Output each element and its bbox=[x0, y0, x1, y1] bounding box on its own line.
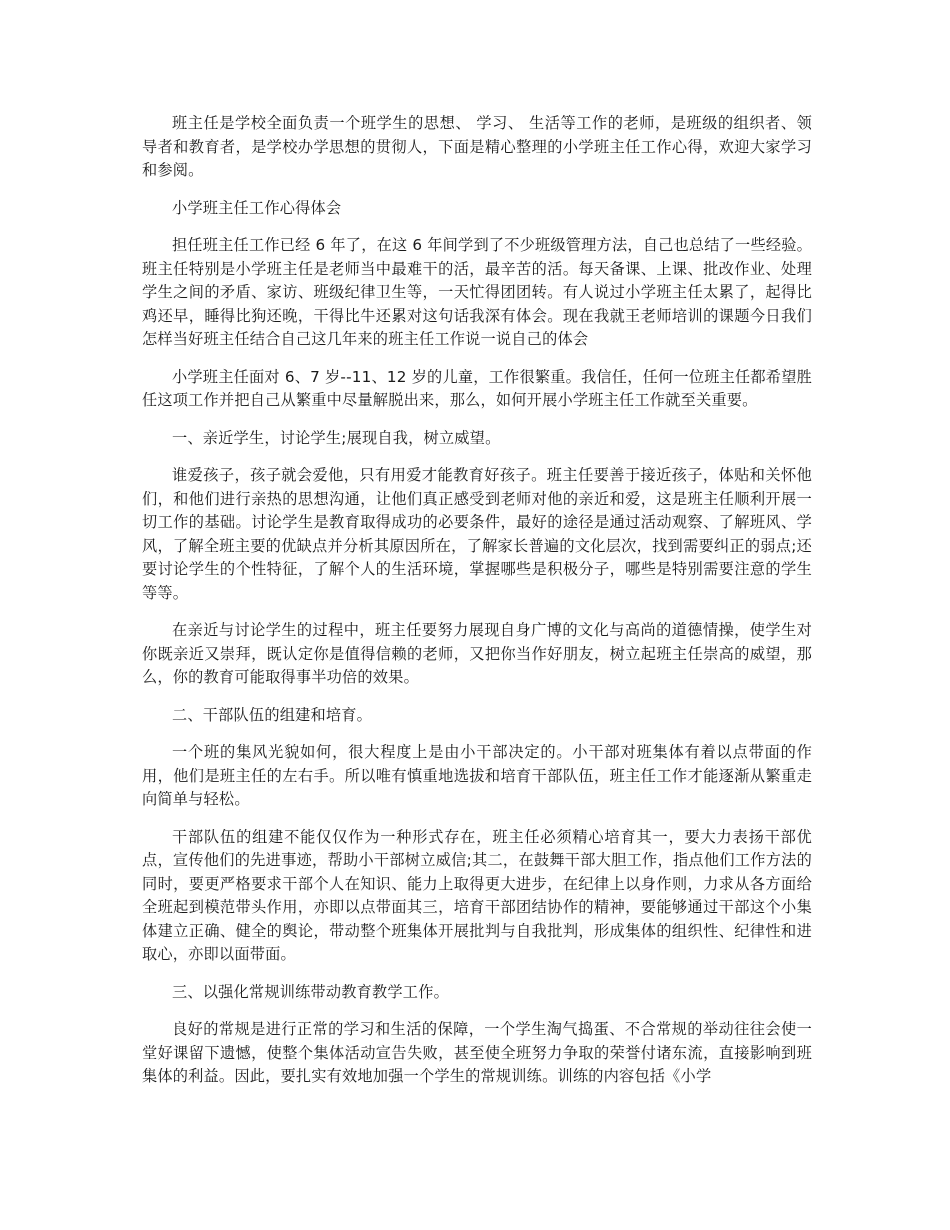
body-paragraph: 担任班主任工作已经 6 年了，在这 6 年间学到了不少班级管理方法，自己也总结了一些经验。班主任特别是小学班主任是老师当中最难干的活，最辛苦的活。每天备课、上课、批改作业、处理学生之间的矛盾、家访、班级纪律卫生等，一天忙得团团转。有人说过小学班主任太累了，起得比鸡还早，睡得比狗还晚，干得比牛还累对这句话我深有体会。现在我就王老师培训的课题今日我们怎样当好班主任结合自己这几年来的班主任工作说一说自己的体会 bbox=[142, 236, 812, 348]
body-paragraph: 良好的常规是进行正常的学习和生活的保障，一个学生淘气捣蛋、不合常规的举动往往会使一堂好课留下遗憾，使整个集体活动宣告失败，甚至使全班努力争取的荣誉付诸东流，直接影响到班集体的利益。因此，要扎实有效地加强一个学生的常规训练。训练的内容包括《小学 bbox=[142, 1020, 812, 1085]
intro-paragraph: 班主任是学校全面负责一个班学生的思想、 学习、 生活等工作的老师，是班级的组织者、领导者和教育者，是学校办学思想的贯彻人，下面是精心整理的小学班主任工作心得，欢迎大家学习和参阅。 bbox=[142, 114, 812, 179]
body-paragraph: 小学班主任面对 6、7 岁--11、12 岁的儿童，工作很繁重。我信任，任何一位班主任都希望胜任这项工作并把自己从繁重中尽量解脱出来，那么，如何开展小学班主任工作就至关重要。 bbox=[142, 367, 812, 409]
body-paragraph: 在亲近与讨论学生的过程中，班主任要努力展现自身广博的文化与高尚的道德情操，使学生对你既亲近又崇拜，既认定你是值得信赖的老师，又把你当作好朋友，树立起班主任崇高的威望，那么，你的教育可能取得事半功倍的效果。 bbox=[142, 621, 812, 686]
document-body bbox=[142, 112, 812, 1103]
section-heading: 一、亲近学生，讨论学生;展现自我，树立威望。 bbox=[172, 428, 501, 447]
body-paragraph: 谁爱孩子，孩子就会爱他，只有用爱才能教育好孩子。班主任要善于接近孩子，体贴和关怀他们，和他们进行亲热的思想沟通，让他们真正感受到老师对他的亲近和爱，这是班主任顺利开展一切工作的基础。讨论学生是教育取得成功的必要条件，最好的途径是通过活动观察、了解班风、学风，了解全班主要的优缺点并分析其原因所在，了解家长普遍的文化层次，找到需要纠正的弱点;还要讨论学生的个性特征，了解个人的生活环境，掌握哪些是积极分子，哪些是特别需要注意的学生等等。 bbox=[142, 466, 812, 602]
section-heading: 三、以强化常规训练带动教育教学工作。 bbox=[172, 982, 449, 1001]
document-title: 小学班主任工作心得体会 bbox=[172, 198, 342, 217]
section-heading: 二、干部队伍的组建和培育。 bbox=[172, 705, 373, 724]
body-paragraph: 干部队伍的组建不能仅仅作为一种形式存在，班主任必须精心培育其一，要大力表扬干部优点，宣传他们的先进事迹，帮助小干部树立威信;其二，在鼓舞干部大胆工作，指点他们工作方法的同时，要更严格要求干部个人在知识、能力上取得更大进步，在纪律上以身作则，力求从各方面给全班起到模范带头作用，亦即以点带面其三，培育干部团结协作的精神，要能够通过干部这个小集体建立正确、健全的舆论，带动整个班集体开展批判与自我批判，形成集体的组织性、纪律性和进取心，亦即以面带面。 bbox=[142, 827, 812, 963]
body-paragraph: 一个班的集风光貌如何，很大程度上是由小干部决定的。小干部对班集体有着以点带面的作用，他们是班主任的左右手。所以唯有慎重地选拔和培育干部队伍，班主任工作才能逐渐从繁重走向简单与轻松。 bbox=[142, 743, 812, 808]
